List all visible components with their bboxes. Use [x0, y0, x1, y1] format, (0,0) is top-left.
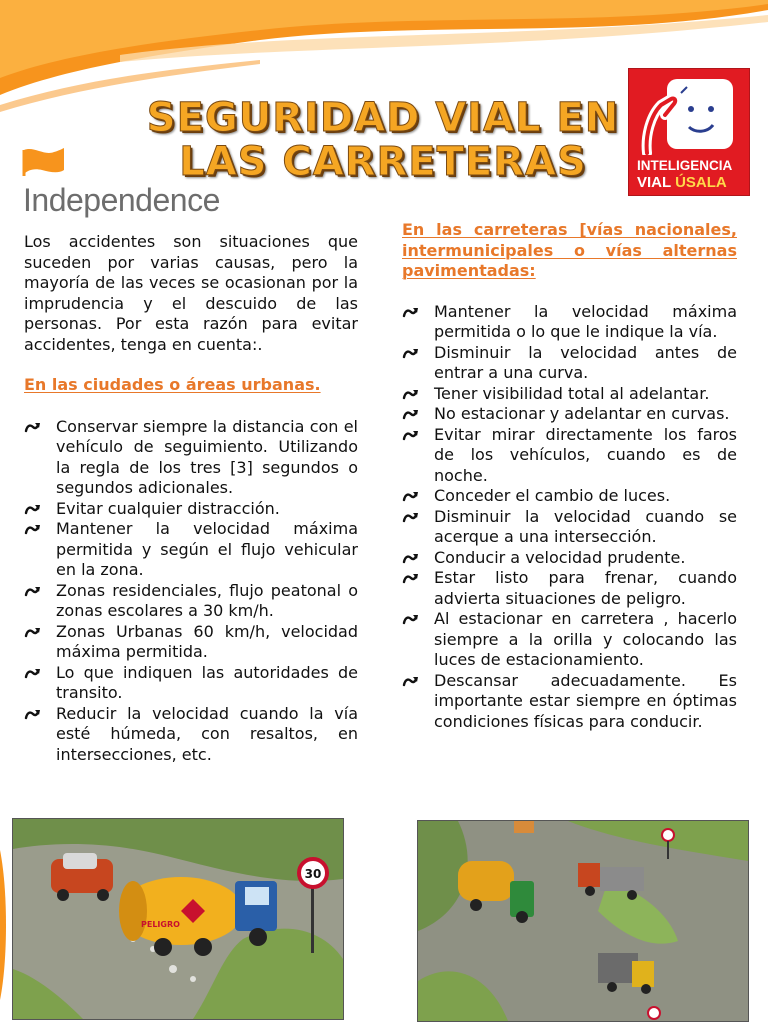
curved-arrow-bullet-icon	[402, 571, 420, 585]
list-item-text: Al estacionar en carretera , hacerlo siempre a la orilla y colocando las luces de estacionamiento.	[434, 609, 737, 669]
list-item	[402, 671, 737, 733]
list-item-text: Disminuir la velocidad antes de entrar a una curva.	[434, 342, 737, 382]
urban-areas-heading: En las ciudades o áreas urbanas.	[24, 375, 321, 394]
curved-arrow-bullet-icon	[24, 522, 42, 536]
curved-arrow-bullet-icon	[402, 346, 420, 360]
badge-line-2-a: VIAL	[637, 174, 676, 191]
list-item-text: Estar listo para frenar, cuando advierta situaciones de peligro.	[434, 568, 737, 608]
curved-arrow-bullet-icon	[24, 502, 42, 516]
list-item-text: Mantener la velocidad máxima permitida o lo que le indique la vía.	[434, 301, 737, 341]
badge-line-1: INTELIGENCIA	[637, 158, 733, 173]
illustration-truck-road	[12, 818, 344, 1020]
truck-label: PELIGRO	[141, 920, 180, 929]
list-item-text: Evitar cualquier distracción.	[56, 498, 280, 518]
curved-arrow-bullet-icon	[402, 612, 420, 626]
list-item	[402, 486, 737, 507]
curved-arrow-bullet-icon	[402, 510, 420, 524]
title-line-1: SEGURIDAD VIAL EN	[146, 95, 620, 141]
independence-logo	[20, 146, 260, 226]
list-item-text: Evitar mirar directamente los faros de los vehículos, cuando es de noche.	[434, 424, 737, 485]
list-item	[402, 548, 737, 569]
list-item-text: No estacionar y adelantar en curvas.	[434, 404, 730, 423]
flag-icon	[20, 146, 66, 182]
intersection-illustration	[418, 821, 748, 1021]
illustration-intersection	[417, 820, 749, 1022]
list-item-text: Tener visibilidad total al adelantar.	[434, 383, 710, 403]
list-item-text: Mantener la velocidad máxima permitida y según el flujo vehicular en la zona.	[56, 519, 358, 579]
list-item-text: Disminuir la velocidad cuando se acerque a una intersección.	[434, 506, 737, 546]
list-item-text: Reducir la velocidad cuando la vía esté húmeda, con resaltos, en intersecciones, etc.	[56, 703, 358, 764]
list-item	[402, 343, 737, 384]
brand-name: Independence	[23, 182, 220, 218]
curved-arrow-bullet-icon	[402, 387, 420, 401]
list-item-text: Conservar siempre la distancia con el vehículo de seguimiento. Utilizando la regla de los tres [3] segundos o segundos adicionales.	[56, 416, 358, 497]
list-item	[24, 499, 358, 520]
side-wave-decoration	[0, 850, 10, 1000]
speed-sign-value: 30	[304, 867, 322, 881]
curved-arrow-bullet-icon	[402, 305, 420, 319]
inteligencia-vial-badge	[628, 68, 750, 196]
list-item-text: Lo que indiquen las autoridades de transito.	[56, 662, 358, 702]
list-item	[402, 568, 737, 609]
list-item	[402, 404, 737, 425]
list-item	[24, 417, 358, 499]
highway-tips-list	[402, 302, 737, 733]
thinking-face-icon	[637, 75, 741, 155]
curved-arrow-bullet-icon	[24, 420, 42, 434]
list-item	[24, 519, 358, 581]
curved-arrow-bullet-icon	[24, 625, 42, 639]
right-column	[402, 220, 737, 732]
curved-arrow-bullet-icon	[402, 489, 420, 503]
badge-line-2	[637, 174, 745, 191]
left-column	[24, 232, 358, 765]
highways-heading: En las carreteras [vías nacionales, intermunicipales o vías alternas pavimentadas:	[402, 220, 737, 280]
curved-arrow-bullet-icon	[402, 407, 420, 421]
badge-line-2-b: ÚSALA	[675, 174, 727, 191]
urban-tips-list	[24, 417, 358, 766]
list-item-text: Descansar adecuadamente. Es importante estar siempre en óptimas condiciones físicas para conducir.	[434, 670, 737, 731]
list-item	[24, 663, 358, 704]
list-item	[402, 384, 737, 405]
list-item-text: Zonas residenciales, flujo peatonal o zonas escolares a 30 km/h.	[56, 580, 358, 620]
list-item	[24, 581, 358, 622]
badge-text	[637, 157, 745, 191]
list-item	[24, 704, 358, 766]
list-item-text: Conducir a velocidad prudente.	[434, 547, 686, 567]
list-item	[402, 302, 737, 343]
list-item	[402, 425, 737, 487]
intro-paragraph: Los accidentes son situaciones que suceden por varias causas, pero la mayoría de las veces se ocasionan por la imprudencia y el descuido de las personas. Por esta razón para evitar accidentes, tenga en cuenta:.	[24, 232, 358, 354]
curved-arrow-bullet-icon	[24, 666, 42, 680]
curved-arrow-bullet-icon	[24, 707, 42, 721]
curved-arrow-bullet-icon	[402, 551, 420, 565]
list-item	[24, 622, 358, 663]
list-item	[402, 609, 737, 671]
list-item-text: Conceder el cambio de luces.	[434, 486, 671, 505]
list-item	[402, 507, 737, 548]
curved-arrow-bullet-icon	[402, 428, 420, 442]
curved-arrow-bullet-icon	[402, 674, 420, 688]
curved-arrow-bullet-icon	[24, 584, 42, 598]
list-item-text: Zonas Urbanas 60 km/h, velocidad máxima permitida.	[56, 621, 358, 661]
truck-road-illustration	[13, 819, 343, 1019]
title-line-2: LAS CARRETERAS	[179, 139, 587, 185]
